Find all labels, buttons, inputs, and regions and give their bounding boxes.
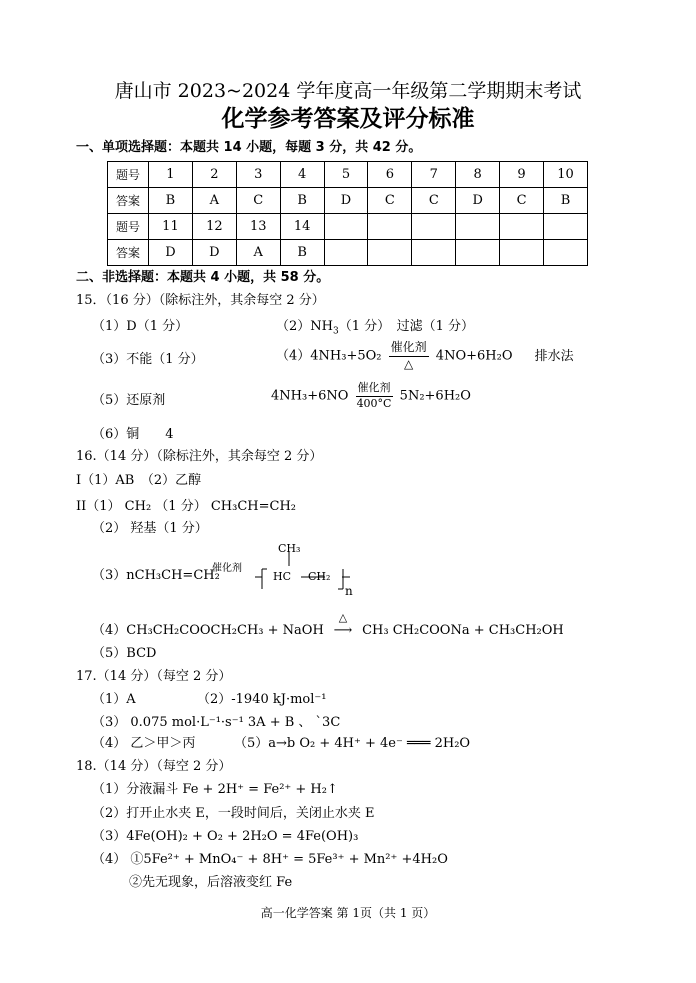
table-row bbox=[108, 188, 588, 214]
table-cell: 答案 bbox=[108, 188, 149, 214]
table-cell bbox=[368, 240, 412, 266]
table-cell: 3 bbox=[236, 162, 280, 188]
table-row bbox=[108, 214, 588, 240]
table-cell: 12 bbox=[192, 214, 236, 240]
table-cell: B bbox=[280, 240, 324, 266]
table-cell: C bbox=[500, 188, 544, 214]
table-cell bbox=[324, 214, 368, 240]
heat-symbol: △ bbox=[338, 611, 348, 624]
page-footer: 高一化学答案 第 1页（共 1 页） bbox=[260, 906, 436, 920]
polymer-structure bbox=[255, 542, 355, 598]
table-cell: 13 bbox=[236, 214, 280, 240]
q17-answer-3: （3） 0.075 mol·L⁻¹·s⁻¹ 3A + B 、 ˋ3C bbox=[92, 715, 341, 730]
q16-heading: 16.（14 分）（除标注外，其余每空 2 分） bbox=[76, 449, 323, 464]
table-cell: C bbox=[368, 188, 412, 214]
q18-answer-2: （2）打开止水夹 E，一段时间后，关闭止水夹 E bbox=[92, 806, 375, 821]
table-cell bbox=[324, 240, 368, 266]
table-cell: C bbox=[236, 188, 280, 214]
page-subtitle: 化学参考答案及评分标准 bbox=[221, 106, 475, 132]
table-cell: 6 bbox=[368, 162, 412, 188]
table-cell: 5 bbox=[324, 162, 368, 188]
q18-answer-4-2: ②先无现象，后溶液变红 Fe bbox=[129, 875, 293, 890]
table-cell: 1 bbox=[149, 162, 193, 188]
q16-part2-2: （2） 羟基（1 分） bbox=[92, 521, 208, 536]
table-cell: B bbox=[544, 188, 588, 214]
q17-answer-5: （5）a→b O₂ + 4H⁺ + 4e⁻ ═══ 2H₂O bbox=[234, 736, 471, 751]
q17-heading: 17.（14 分）（每空 2 分） bbox=[76, 669, 232, 684]
q18-heading: 18.（14 分）（每空 2 分） bbox=[76, 759, 232, 774]
table-cell: 8 bbox=[456, 162, 500, 188]
table-cell bbox=[544, 214, 588, 240]
table-cell: D bbox=[149, 240, 193, 266]
table-cell bbox=[456, 214, 500, 240]
table-cell: D bbox=[192, 240, 236, 266]
table-cell: 14 bbox=[280, 214, 324, 240]
table-cell: 4 bbox=[280, 162, 324, 188]
table-cell: 11 bbox=[149, 214, 193, 240]
q16-part2-5: （5）BCD bbox=[92, 646, 157, 661]
table-cell: B bbox=[149, 188, 193, 214]
q15-answer-6: （6）铜 4 bbox=[92, 427, 174, 442]
q16-part2-4: （4）CH₃CH₂COOCH₂CH₃ + NaOH △ ⟶ CH₃ CH₂COONa + CH₃CH₂OH bbox=[92, 611, 564, 638]
polymer-bonds bbox=[255, 542, 355, 598]
table-cell bbox=[412, 214, 456, 240]
poly-n: n bbox=[345, 584, 353, 598]
answer-table bbox=[107, 161, 588, 266]
table-cell: 题号 bbox=[108, 214, 149, 240]
table-cell bbox=[368, 214, 412, 240]
table-cell: D bbox=[456, 188, 500, 214]
table-cell bbox=[412, 240, 456, 266]
section1-heading: 一、单项选择题：本题共 14 小题，每题 3 分，共 42 分。 bbox=[76, 140, 422, 155]
q15-answer-3: （3）不能（1 分） bbox=[92, 352, 204, 367]
poly-hc: HC bbox=[273, 570, 292, 583]
table-cell bbox=[544, 240, 588, 266]
table-cell: A bbox=[236, 240, 280, 266]
table-cell: D bbox=[324, 188, 368, 214]
q18-answer-4-1: （4） ①5Fe²⁺ + MnO₄⁻ + 8H⁺ = 5Fe³⁺ + Mn²⁺ +4H₂O bbox=[92, 852, 448, 867]
q16-part2-1: II（1） CH₂ （1 分） CH₃CH=CH₂ bbox=[76, 499, 297, 514]
q17-answer-4: （4） 乙＞甲＞丙 bbox=[92, 736, 196, 751]
page-title: 唐山市 2023~2024 学年度高一年级第二学期期末考试 bbox=[114, 80, 582, 102]
table-cell: 2 bbox=[192, 162, 236, 188]
q18-answer-1: （1）分液漏斗 Fe + 2H⁺ = Fe²⁺ + H₂↑ bbox=[92, 782, 338, 797]
q15-heading: 15．（16 分）（除标注外，其余每空 2 分） bbox=[76, 293, 325, 308]
q15-equation-5: 4NH₃+6NO $\frac{\text{催化剂}}{400^\circ C}$ 5N₂+6H₂O bbox=[271, 381, 471, 410]
q17-answer-2: （2）-1940 kJ·mol⁻¹ bbox=[197, 692, 327, 707]
q15-answer-1: （1）D（1 分） bbox=[92, 319, 189, 334]
q15-answer-4: （4）4NH₃+5O₂ $\frac{\text{催化剂}}{\triangle}$ 4NO+6H₂O 排水法 bbox=[276, 340, 574, 371]
poly-ch3: CH₃ bbox=[278, 542, 301, 555]
reaction-arrow: ⟶ bbox=[333, 623, 353, 638]
table-cell bbox=[500, 214, 544, 240]
table-cell: 7 bbox=[412, 162, 456, 188]
table-row bbox=[108, 162, 588, 188]
table-cell: 答案 bbox=[108, 240, 149, 266]
q18-answer-3: （3）4Fe(OH)₂ + O₂ + 2H₂O = 4Fe(OH)₃ bbox=[92, 829, 359, 844]
catalyst-label: 催化剂 bbox=[212, 563, 242, 574]
table-cell: A bbox=[192, 188, 236, 214]
table-cell: 9 bbox=[500, 162, 544, 188]
table-cell bbox=[456, 240, 500, 266]
table-row bbox=[108, 240, 588, 266]
table-cell: 10 bbox=[544, 162, 588, 188]
table-cell: C bbox=[412, 188, 456, 214]
table-cell bbox=[500, 240, 544, 266]
q16-part2-3: （3）nCH₃CH=CH₂ bbox=[92, 568, 220, 583]
q15-answer-5: （5）还原剂 bbox=[92, 393, 166, 408]
q15-answer-2: $(2)NH_3(1$ 分） 过滤（1 分） bbox=[276, 319, 475, 337]
poly-ch2: CH₂ bbox=[308, 570, 331, 583]
q17-answer-1: （1）A bbox=[92, 692, 136, 707]
q16-part1: I（1）AB （2）乙醇 bbox=[76, 473, 202, 488]
table-cell: 题号 bbox=[108, 162, 149, 188]
table-cell: B bbox=[280, 188, 324, 214]
section2-heading: 二、非选择题：本题共 4 小题，共 58 分。 bbox=[76, 270, 330, 285]
